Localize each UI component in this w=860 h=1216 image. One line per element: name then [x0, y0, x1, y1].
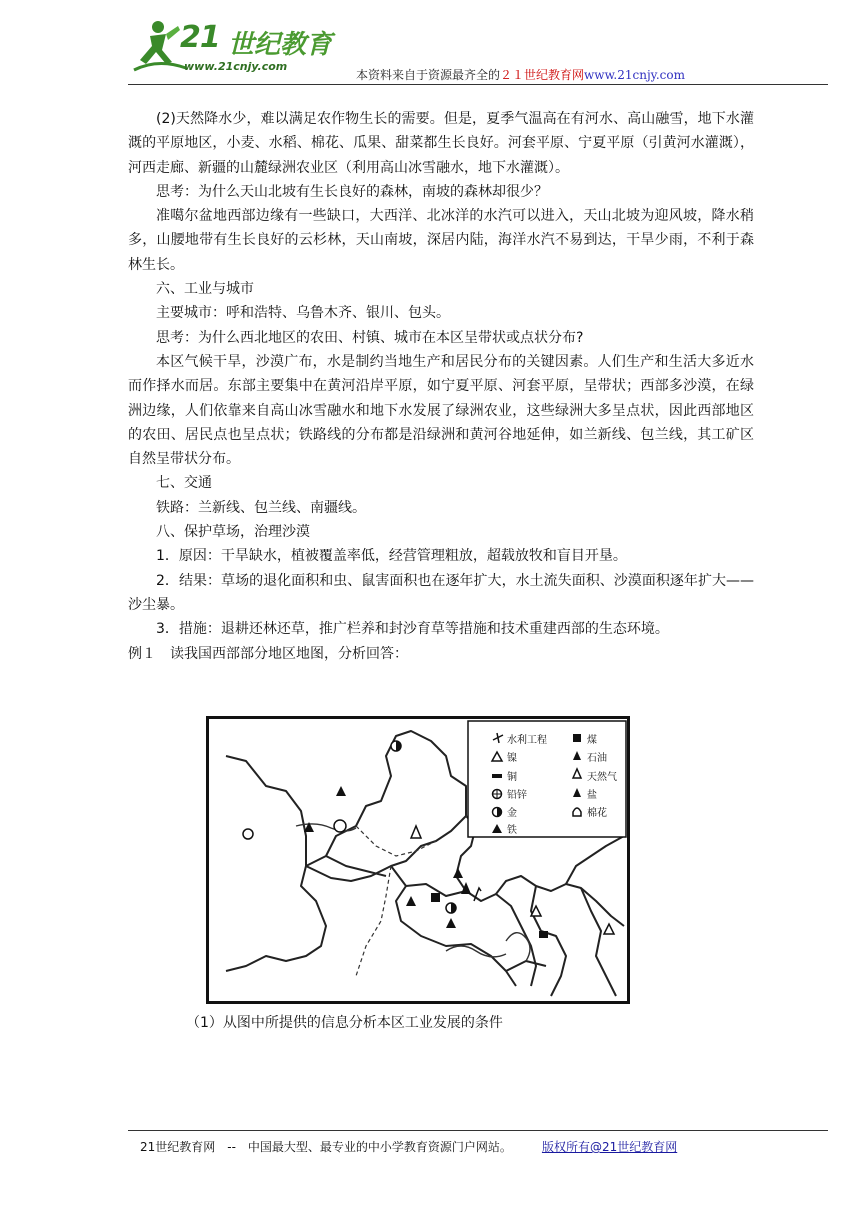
paragraph: 铁路：兰新线、包兰线、南疆线。 — [156, 499, 366, 516]
source-brand: ２１世纪教育网 — [500, 68, 585, 82]
question-1: （1）从图中所提供的信息分析本区工业发展的条件 — [186, 1015, 503, 1031]
legend-dam: 水利工程 — [507, 735, 547, 746]
source-url[interactable]: www.21cnjy.com — [584, 68, 685, 82]
legend-oil: 石油 — [587, 753, 607, 764]
logo-number: 21 — [180, 20, 220, 55]
western-china-map — [206, 716, 630, 1004]
paragraph: 准噶尔盆地西部边缘有一些缺口，大西洋、北冰洋的水汽可以进入，天山北坡为迎风坡，降水稍多，山腰地带有生长良好的云杉林，天山南坡，深居内陆，海洋水汽不易到达，干旱少雨，不利于森林生长。 — [128, 208, 754, 273]
cotton-icon — [573, 808, 581, 816]
section-heading: 六、工业与城市 — [156, 281, 254, 298]
page-header — [0, 0, 860, 90]
legend-gold: 金 — [507, 808, 517, 819]
page-footer — [140, 1138, 677, 1155]
footer-text: 21世纪教育网 -- 中国最大型、最专业的中小学教育资源门户网站。 — [140, 1140, 512, 1154]
document-body — [128, 107, 754, 666]
section-heading: 八、保护草场，治理沙漠 — [156, 524, 310, 541]
source-prefix: 本资料来自于资源最齐全的 — [356, 68, 501, 82]
logo-url: www.21cnjy.com — [184, 60, 288, 73]
paragraph: 本区气候干旱，沙漠广布，水是制约当地生产和居民分布的关键因素。人们生产和生活大多近水而作择水而居。东部主要集中在黄河沿岸平原，如宁夏平原、河套平原，呈带状；西部多沙漠，在绿洲边缘，人们依靠来自高山冰雪融水和地下水发展了绿洲农业，这些绿洲大多呈点状，因此西部地区的农田、居民点也呈点状；铁路线的分布都是沿绿洲和黄河谷地延伸，如兰新线、包兰线，其工矿区自然呈带状分布。 — [128, 353, 754, 468]
list-item: 3．措施：退耕还林还草，推广栏养和封沙育草等措施和技术重建西部的生态环境。 — [156, 621, 669, 638]
example-label: 例１ 读我国西部部分地区地图，分析回答： — [128, 645, 408, 662]
legend-cotton: 棉花 — [587, 808, 607, 819]
logo-text: 世纪教育 — [228, 30, 333, 60]
runner-icon — [128, 18, 188, 74]
site-logo — [128, 18, 338, 82]
legend-nickel: 镍 — [507, 753, 517, 764]
legend-iron: 铁 — [507, 825, 517, 836]
list-item: 2．结果：草场的退化面积和虫、鼠害面积也在逐年扩大，水土流失面积、沙漠面积逐年扩大——沙尘暴。 — [128, 572, 754, 613]
legend-gas: 天然气 — [587, 772, 617, 783]
legend-copper: 铜 — [507, 772, 517, 783]
footer-divider — [128, 1130, 828, 1131]
map-figure — [206, 716, 630, 1004]
legend-coal: 煤 — [587, 735, 597, 746]
section-heading: 七、交通 — [156, 475, 212, 492]
header-divider — [128, 84, 828, 85]
footer-copyright-link[interactable]: 版权所有@21世纪教育网 — [541, 1140, 678, 1154]
paragraph: 思考：为什么天山北坡有生长良好的森林，南坡的森林却很少？ — [156, 183, 548, 200]
paragraph: (2)天然降水少，难以满足农作物生长的需要。但是，夏季气温高在有河水、高山融雪，地下水灌溉的平原地区，小麦、水稻、棉花、瓜果、甜菜都生长良好。河套平原、宁夏平原（引黄河水灌溉），河西走廊、新疆的山麓绿洲农业区（利用高山冰雪融水，地下水灌溉）。 — [128, 111, 754, 176]
paragraph: 思考：为什么西北地区的农田、村镇、城市在本区呈带状或点状分布? — [156, 329, 584, 346]
legend-salt: 盐 — [587, 790, 597, 801]
coal-icon — [573, 734, 581, 742]
legend-lead-zinc: 铅锌 — [507, 790, 527, 801]
list-item: 1．原因：干旱缺水，植被覆盖率低，经营管理粗放，超载放牧和盲目开垦。 — [156, 548, 627, 565]
paragraph: 主要城市：呼和浩特、乌鲁木齐、银川、包头。 — [156, 305, 450, 322]
header-source — [356, 66, 685, 83]
copper-icon — [492, 774, 502, 778]
